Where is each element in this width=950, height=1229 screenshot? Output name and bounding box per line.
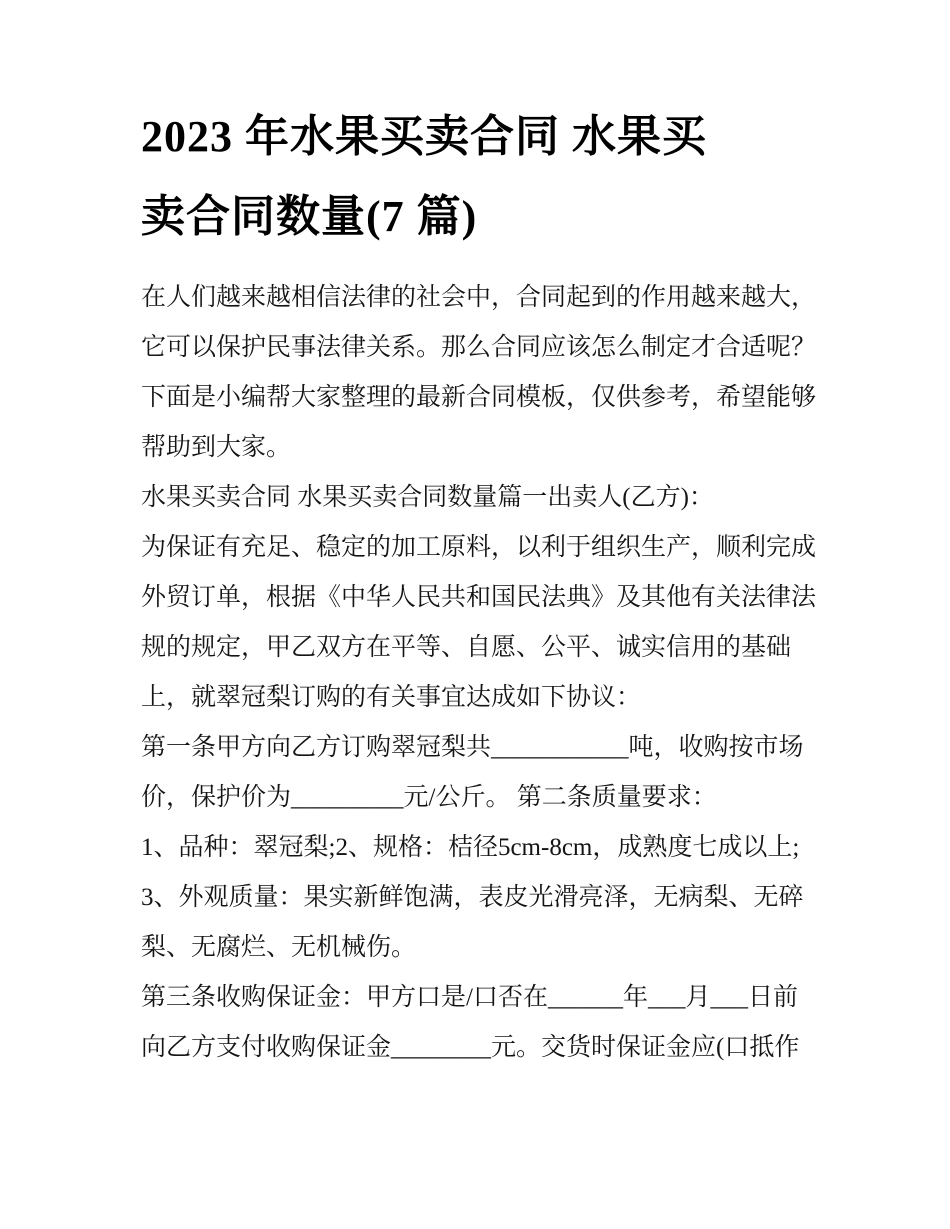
doc-text-line: 它可以保护民事法律关系。那么合同应该怎么制定才合适呢？ — [141, 334, 817, 361]
doc-text-line: 第三条收购保证金：甲方口是/口否在______年___月___日前 — [141, 984, 798, 1011]
doc-text-line: 向乙方支付收购保证金________元。交货时保证金应(口抵作 — [141, 1034, 800, 1061]
doc-text-line: 梨、无腐烂、无机械伤。 — [141, 934, 417, 961]
doc-text-line: 外贸订单，根据《中华人民共和国民法典》及其他有关法律法 — [141, 584, 817, 611]
doc-text-line: 在人们越来越相信法律的社会中，合同起到的作用越来越大， — [141, 284, 817, 311]
doc-text-line: 水果买卖合同 水果买卖合同数量篇一出卖人(乙方)： — [141, 484, 714, 511]
doc-title-line: 卖合同数量(7 篇) — [141, 192, 478, 241]
doc-text-line: 为保证有充足、稳定的加工原料，以利于组织生产，顺利完成 — [141, 534, 817, 561]
doc-text-line: 下面是小编帮大家整理的最新合同模板，仅供参考，希望能够 — [141, 384, 817, 411]
doc-text-line: 价，保护价为_________元/公斤。 第二条质量要求： — [141, 784, 717, 811]
document-title — [141, 97, 821, 257]
document-body — [141, 273, 821, 1073]
doc-text-line: 1、品种：翠冠梨;2、规格：桔径5cm-8cm，成熟度七成以上; — [141, 834, 800, 861]
doc-text-line: 上，就翠冠梨订购的有关事宜达成如下协议： — [141, 684, 642, 711]
doc-text-line: 规的规定，甲乙双方在平等、自愿、公平、诚实信用的基础 — [141, 634, 792, 661]
doc-text-line: 帮助到大家。 — [141, 434, 292, 461]
doc-title-line: 2023 年水果买卖合同 水果买 — [141, 112, 707, 161]
doc-text-line: 3、外观质量：果实新鲜饱满，表皮光滑亮泽，无病梨、无碎 — [141, 884, 804, 911]
doc-text-line: 第一条甲方向乙方订购翠冠梨共___________吨，收购按市场 — [141, 734, 804, 761]
